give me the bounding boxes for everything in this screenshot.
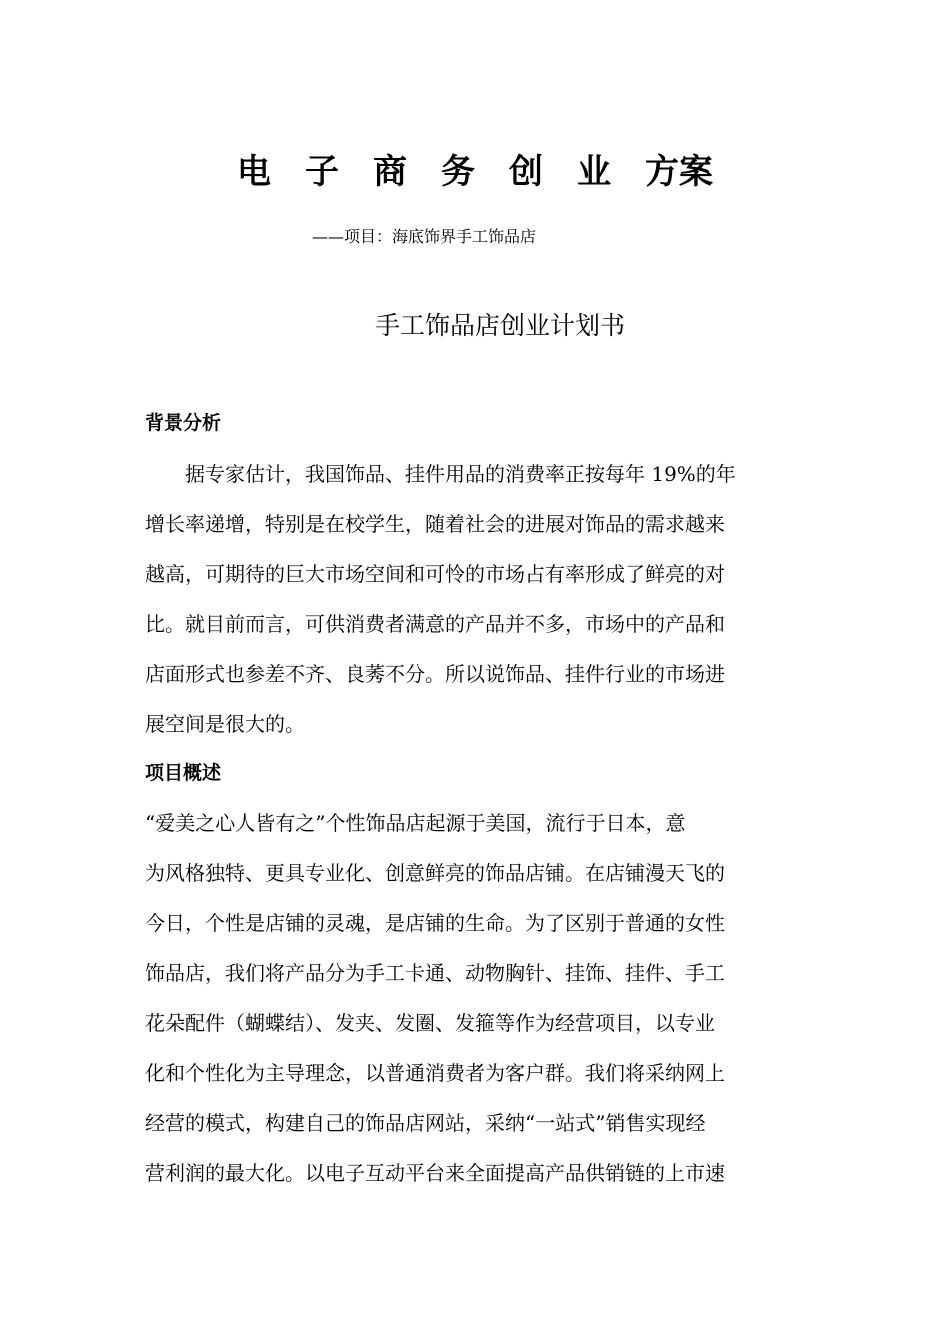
paragraph-line: 今日，个性是店铺的灵魂，是店铺的生命。为了区别于普通的女性 [145,911,725,935]
paragraph-line: 展空间是很大的。 [145,712,305,736]
paragraph-line: 饰品店，我们将产品分为手工卡通、动物胸针、挂饰、挂件、手工 [145,961,725,985]
section-heading-background: 背景分析 [145,412,222,434]
paragraph-line: 营利润的最大化。以电子互动平台来全面提高产品供销链的上市速 [145,1161,725,1185]
paragraph-line: 越高，可期待的巨大市场空间和可怜的市场占有率形成了鲜亮的对 [145,562,725,586]
paragraph-line: 店面形式也参差不齐、良莠不分。所以说饰品、挂件行业的市场进 [145,662,725,686]
paragraph-line: 比。就目前而言，可供消费者满意的产品并不多，市场中的产品和 [145,612,725,636]
plan-title: 手工饰品店创业计划书 [374,311,625,340]
section-heading-overview: 项目概述 [145,762,222,784]
paragraph-line: “爱美之心人皆有之”个性饰品店起源于美国，流行于日本，意 [145,811,686,835]
document-subtitle: ——项目：海底饰界手工饰品店 [312,227,537,246]
paragraph-line: 花朵配件（蝴蝶结）、发夹、发圈、发箍等作为经营项目，以专业 [145,1011,715,1035]
document-title: 电 子 商 务 创 业 方案 [237,152,713,192]
paragraph-line: 增长率递增，特别是在校学生，随着社会的进展对饰品的需求越来 [145,512,725,536]
paragraph-line: 经营的模式，构建自己的饰品店网站，采纳“一站式”销售实现经 [145,1111,706,1135]
section-paragraph-overview [145,798,809,1198]
paragraph-line: 化和个性化为主导理念，以普通消费者为客户群。我们将采纳网上 [145,1061,725,1085]
section-paragraph-background [145,449,809,749]
paragraph-line: 据专家估计，我国饰品、挂件用品的消费率正按每年 19%的年 [145,462,736,486]
paragraph-line: 为风格独特、更具专业化、创意鲜亮的饰品店铺。在店铺漫天飞的 [145,861,725,885]
